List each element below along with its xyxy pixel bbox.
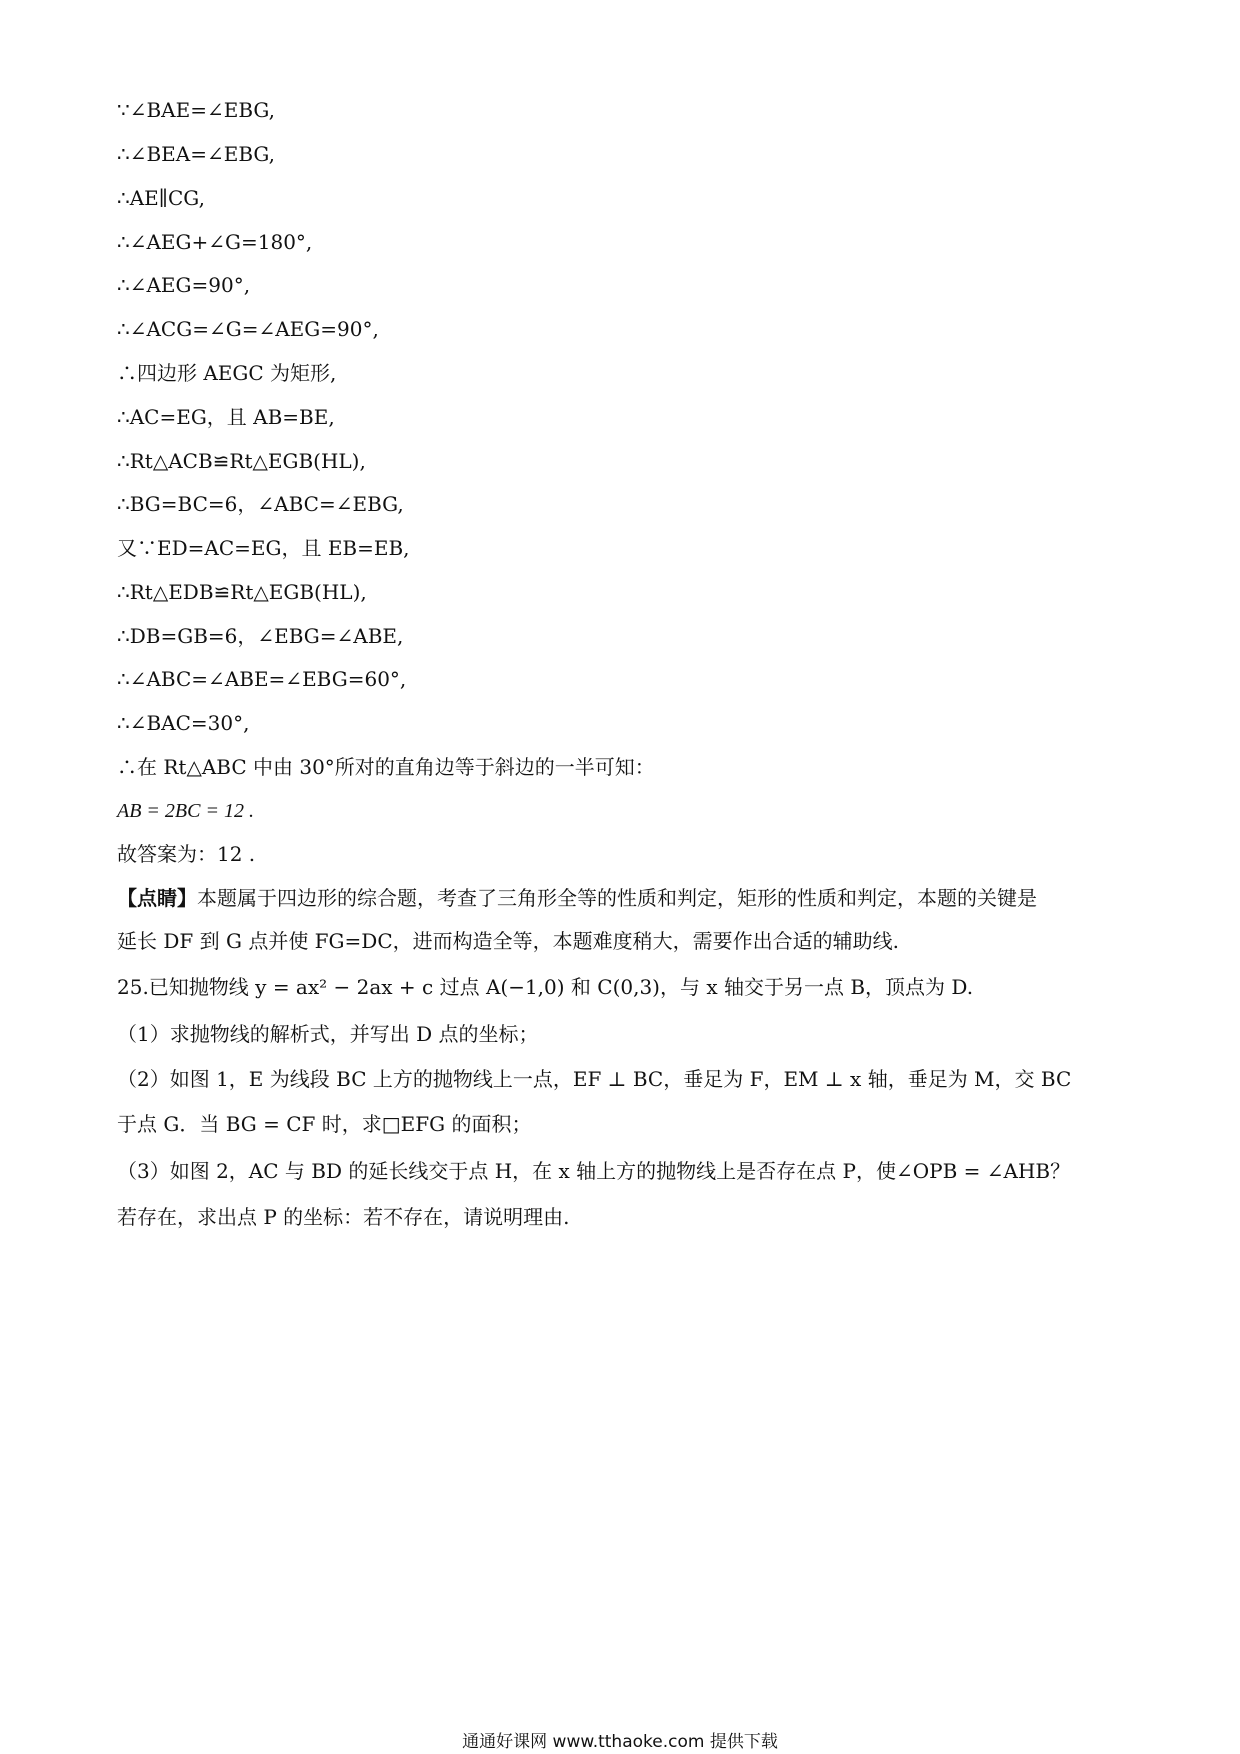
comment-text-1: 本题属于四边形的综合题，考查了三角形全等的性质和判定，矩形的性质和判定，本题的关键是 xyxy=(197,886,1037,910)
proof-line-13: ∴DB=GB=6，∠EBG=∠ABE, xyxy=(117,624,404,648)
page-footer: 通通好课网 www.tthaoke.com 提供下载 xyxy=(462,1732,778,1752)
proof-line-7: ∴四边形 AEGC 为矩形, xyxy=(117,361,337,385)
proof-line-4: ∴∠AEG+∠G=180°, xyxy=(117,230,313,254)
proof-line-6: ∴∠ACG=∠G=∠AEG=90°, xyxy=(117,317,379,341)
proof-result-equation: AB = 2BC = 12 . xyxy=(117,800,254,822)
proof-line-3: ∴AE∥CG, xyxy=(117,186,205,210)
question-1: （1）求抛物线的解析式，并写出 D 点的坐标； xyxy=(117,1022,539,1046)
proof-line-5: ∴∠AEG=90°, xyxy=(117,273,251,297)
comment-tag: 【点睛】 xyxy=(117,886,197,910)
proof-line-9: ∴Rt△ACB≌Rt△EGB(HL), xyxy=(117,449,366,473)
question-2-line-2: 于点 G．当 BG = CF 时，求□EFG 的面积； xyxy=(117,1112,532,1136)
proof-line-12: ∴Rt△EDB≌Rt△EGB(HL), xyxy=(117,580,367,604)
proof-line-8: ∴AC=EG，且 AB=BE, xyxy=(117,405,335,429)
answer-line: 故答案为：12 . xyxy=(117,842,256,866)
proof-line-2: ∴∠BEA=∠EBG, xyxy=(117,142,276,166)
question-3-line-2: 若存在，求出点 P 的坐标：若不存在，请说明理由. xyxy=(117,1205,570,1229)
comment-line-2: 延长 DF 到 G 点并使 FG=DC，进而构造全等，本题难度稍大，需要作出合适的辅助线. xyxy=(117,929,899,953)
proof-line-16: ∴在 Rt△ABC 中由 30°所对的直角边等于斜边的一半可知： xyxy=(117,755,655,779)
proof-line-11: 又∵ED=AC=EG，且 EB=EB, xyxy=(117,536,410,560)
proof-line-14: ∴∠ABC=∠ABE=∠EBG=60°, xyxy=(117,667,407,691)
proof-line-10: ∴BG=BC=6，∠ABC=∠EBG, xyxy=(117,492,404,516)
problem-intro: 25.已知抛物线 y = ax² − 2ax + c 过点 A(−1,0) 和 C(0,3)，与 x 轴交于另一点 B，顶点为 D. xyxy=(117,975,974,999)
proof-line-1: ∵∠BAE=∠EBG, xyxy=(117,98,276,122)
comment-line-1 xyxy=(117,884,1037,912)
question-3-line-1: （3）如图 2，AC 与 BD 的延长线交于点 H，在 x 轴上方的抛物线上是否存在点 P，使∠OPB = ∠AHB？ xyxy=(117,1159,1071,1183)
question-2-line-1: （2）如图 1，E 为线段 BC 上方的抛物线上一点，EF ⊥ BC，垂足为 F，EM ⊥ x 轴，垂足为 M，交 BC xyxy=(117,1067,1072,1091)
proof-line-15: ∴∠BAC=30°, xyxy=(117,711,250,735)
